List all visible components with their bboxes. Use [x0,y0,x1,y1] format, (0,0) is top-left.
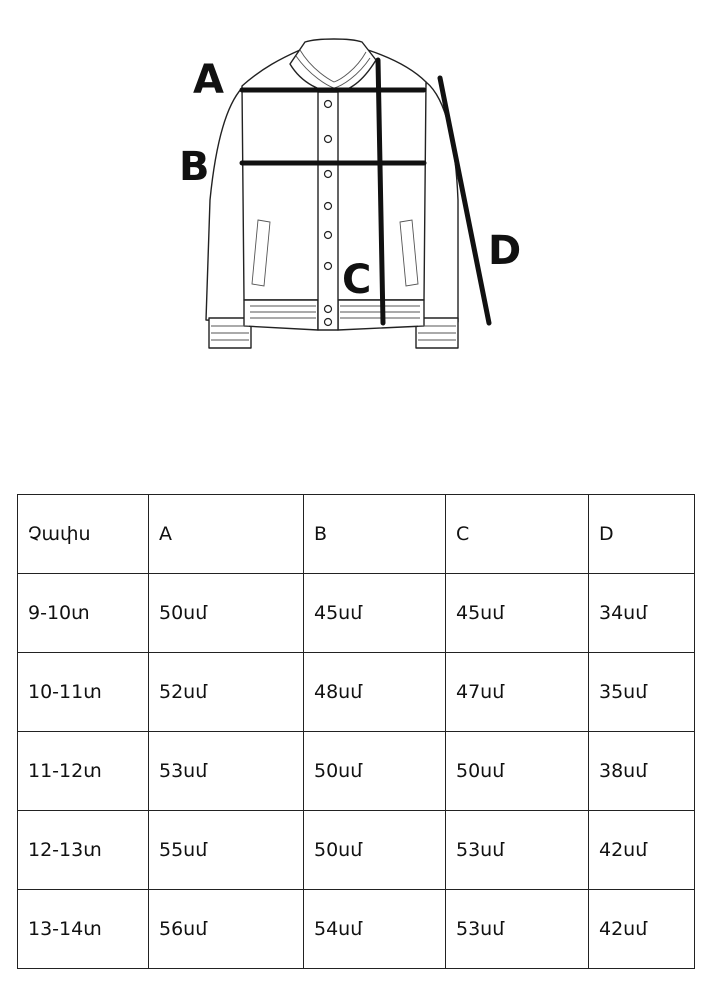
table-cell: 35սմ [589,653,695,732]
jacket-drawing [206,39,458,348]
table-cell: 9-10տ [18,574,149,653]
table-cell: 12-13տ [18,811,149,890]
table-cell: 54սմ [304,890,446,969]
table-cell: 11-12տ [18,732,149,811]
label-b: B [179,144,210,190]
table-row [18,574,695,653]
table-cell: 13-14տ [18,890,149,969]
header-d: D [589,495,695,574]
header-b: B [304,495,446,574]
table-cell: 45սմ [304,574,446,653]
table-cell: 55սմ [149,811,304,890]
table-cell: 42սմ [589,890,695,969]
table-cell: 48սմ [304,653,446,732]
label-a: A [193,57,224,103]
table-cell: 38սմ [589,732,695,811]
table-row [18,890,695,969]
header-c: C [446,495,589,574]
table-cell: 50սմ [304,811,446,890]
jacket-measurement-diagram [0,0,707,380]
table-cell: 45սմ [446,574,589,653]
table-cell: 10-11տ [18,653,149,732]
table-row [18,811,695,890]
jacket-waistband [244,300,318,330]
table-cell: 56սմ [149,890,304,969]
table-cell: 42սմ [589,811,695,890]
label-d: D [488,228,522,274]
table-cell: 53սմ [446,811,589,890]
table-header-row [18,495,695,574]
table-cell: 50սմ [304,732,446,811]
table-cell: 34սմ [589,574,695,653]
jacket-placket [318,92,338,330]
label-c: C [342,257,372,303]
table-cell: 53սմ [446,890,589,969]
table-row [18,653,695,732]
table-cell: 50սմ [149,574,304,653]
table-cell: 50սմ [446,732,589,811]
header-a: A [149,495,304,574]
header-size: Չափս [18,495,149,574]
size-table [17,494,695,969]
table-row [18,732,695,811]
table-cell: 52սմ [149,653,304,732]
table-cell: 47սմ [446,653,589,732]
table-cell: 53սմ [149,732,304,811]
